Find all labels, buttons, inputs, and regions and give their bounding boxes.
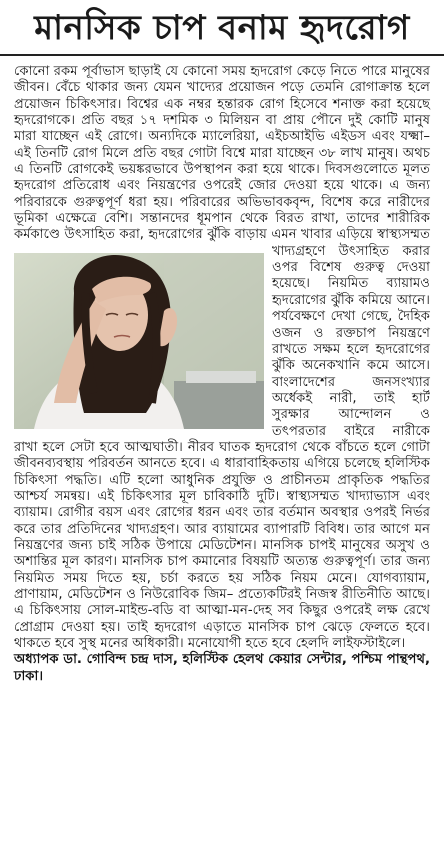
article-text-rest: উৎসাহিত করার ওপর বিশেষ গুরুত্ব দেওয়া হয়েছে। নিয়মিত ব্যায়ামও হৃদরোগের ঝুঁকি কমিয়ে আনে। পর্যবেক্ষণে দেখা গেছে, দৈহিক ওজন ও রক্তচাপ নিয়ন্ত্রণে রাখতে সক্ষম হলে হৃদরোগের ঝুঁকি অনেকখানি কমে আসে। বাংলাদেশের জনসংখ্যার অর্ধেকই নারী, তাই হার্ট সুরক্ষার আন্দোলন ও তৎপরতার বাইরে নারীকে রাখা হলে সেটা হবে আত্মঘাতী। নীরব ঘাতক হৃদরোগ থেকে বাঁচতে হলে গোটা জীবনব্যবস্থায় পরিবর্তন আনতে হবে। এ ধারাবাহিকতায় এগিয়ে চলেছে হলিস্টিক চিকিৎসা পদ্ধতি। এটি হলো আধুনিক প্রযুক্তি ও প্রাচীনতম প্রাকৃতিক পদ্ধতির আশ্চর্য সমন্বয়। এই চিকিৎসার মূল চাবিকাঠি দুটি। স্বাস্থ্যসম্মত খাদ্যাভ্যাস এবং ব্যায়াম। রোগীর বয়স এবং রোগের ধরন এবং তার বর্তমান অবস্থার ওপরই নির্ভর করে তার প্রতিদিনের খাদ্যগ্রহণ। আর ব্যায়ামের ব্যাপারটি বিবিধ। তার আগে মন নিয়ন্ত্রণের জন্য চাই সঠিক উপায়ে মেডিটেশন। মানসিক চাপই মানুষের অসুখ ও অশান্তির মূল কারণ। মানসিক চাপ কমানোর বিষয়টি অত্যন্ত গুরুত্বপূর্ণ। তার জন্য নিয়মিত সময় দিতে হয়, চর্চা করতে হয় সঠিক নিয়ম মেনে। যোগব্যায়াম, প্রাণায়াম, মেডিটেশন ও নিউরোবিক জিম– প্রত্যেকটিরই নিজস্ব রীতিনীতি আছে। এ চিকিৎসায় সোল-মাইন্ড-বডি বা আত্মা-মন-দেহ সব কিছুর ওপরেই লক্ষ রেখে প্রোগ্রাম দেওয়া হয়। তাই হৃদরোগ এড়াতে মানসিক চাপ ঝেড়ে ফেলতে হবে। থাকতে হবে সুস্থ মনের অধিকারী। মনোযোগী হতে হবে হেলদি লাইফস্টাইলে।	[14, 243, 430, 652]
byline: অধ্যাপক ডা. গোবিন্দ চন্দ্র দাস, হলিস্টিক হেলথ কেয়ার সেন্টার, পশ্চিম পান্থপথ, ঢাকা।	[14, 652, 430, 684]
article-text-lead: কোনো রকম পূর্বাভাস ছাড়াই যে কোনো সময় হৃদরোগ কেড়ে নিতে পারে মানুষের জীবন। বেঁচে থাকার জন্য যেমন খাদ্যের প্রয়োজন পড়ে তেমনি রোগাক্রান্ত হলে প্রয়োজন চিকিৎসার। বিশ্বের এক নম্বর হন্তারক রোগ হিসেবে শনাক্ত করা হয়েছে হৃদরোগকে। প্রতি বছর ১৭ দশমিক ৩ মিলিয়ন বা প্রায় পৌনে দুই কোটি মানুষ মারা যাচ্ছেন এই রোগে। অন্যদিকে ম্যালেরিয়া, এইচআইভি এইডস এবং যক্ষ্মা– এই তিনটি রোগ মিলে প্রতি বছর গোটা বিশ্বে মারা যাচ্ছেন ৩৮ লাখ মানুষ। অথচ এ তিনটি রোগকেই ভয়ঙ্করভাবে উপস্থাপন করা হয়ে থাকে। দিবসগুলোতে মূলত হৃদরোগ প্রতিরোধ এবং নিয়ন্ত্রণের ওপরেই জোর দেওয়া হয়ে থাকে। এ জন্য পরিবারকে গুরুত্বপূর্ণ ধরা হয়। পরিবারের অভিভাবকবৃন্দ, বিশেষ করে নারীদের ভূমিকা এক্ষেত্রে বেশি। সন্তানদের ধূমপান থেকে বিরত রাখা, তাদের শারীরিক কর্মকাণ্ডে উৎসাহিত করা, হৃদরোগের ঝুঁকি বাড়ায় এমন খাবার এড়িয়ে স্বাস্থ্যসম্মত খাদ্যগ্রহণে	[14, 64, 430, 259]
stressed-woman-photo	[14, 253, 264, 429]
headline: মানসিক চাপ বনাম হৃদরোগ	[0, 0, 444, 56]
article-body	[14, 64, 430, 685]
article-text	[14, 64, 430, 652]
